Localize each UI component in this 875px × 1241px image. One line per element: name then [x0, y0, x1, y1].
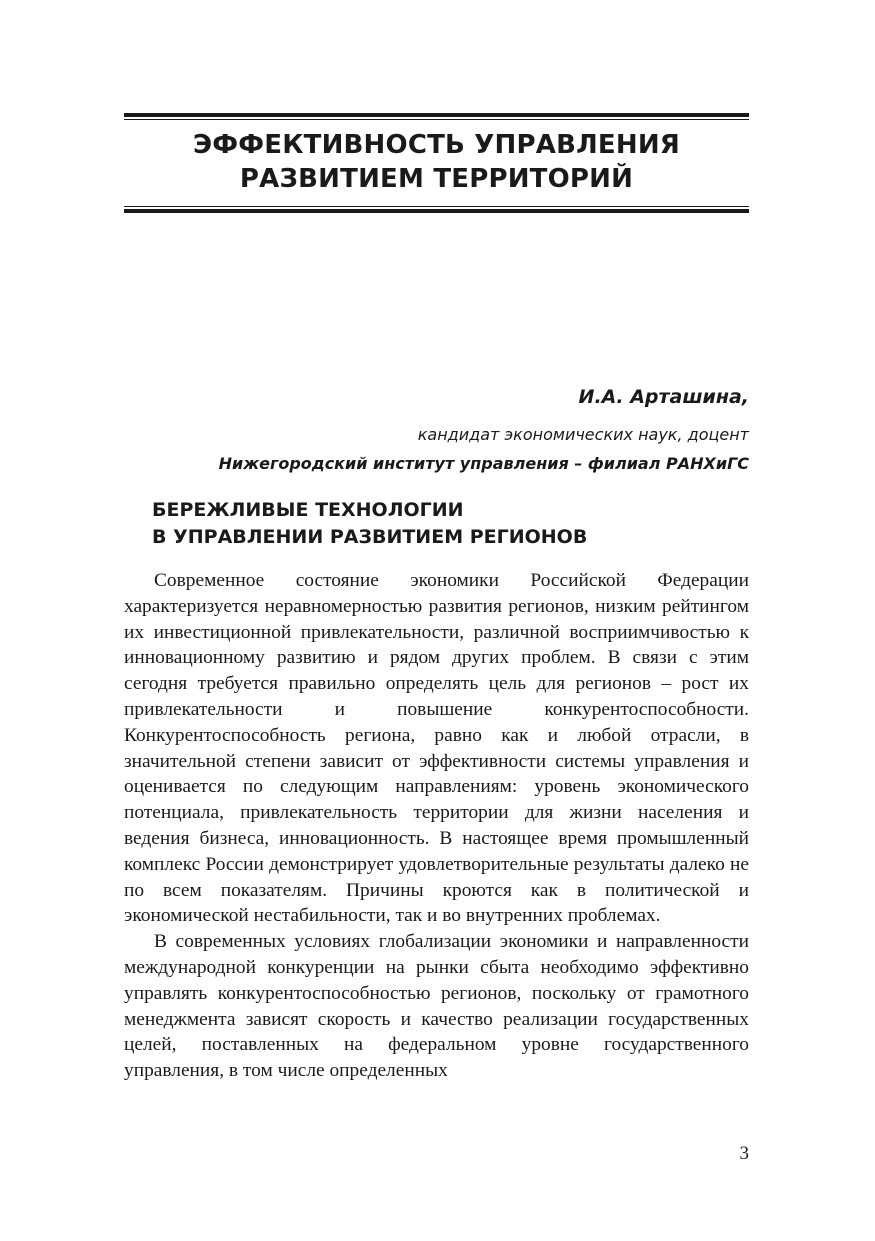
page-number: 3	[739, 1143, 749, 1164]
header-rule-top-thin	[124, 119, 749, 120]
header-rule-bottom-thin	[124, 206, 749, 207]
article-title	[152, 497, 587, 551]
body-paragraph: Современное состояние экономики Российской Федерации характеризуется неравномерностью развития регионов, низким рейтингом их инвестиционной привлекательности, различной восприимчивостью к инновационному развитию и рядом других проблем. В связи с этим сегодня требуется правильно определять цель для регионов – рост их привлекательности и повышение конкурентоспособности. Конкурентоспособность региона, равно как и любой отрасли, в значительной степени зависит от эффективности системы управления и оценивается по следующим направлениям: уровень экономического потенциала, привлекательность территории для жизни населения и ведения бизнеса, инновационность. В настоящее время промышленный комплекс России демонстрирует удовлетворительные результаты далеко не по всем показателям. Причины кроются как в политической и экономической нестабильности, так и во внутренних проблемах.	[124, 570, 749, 927]
header-rule-bottom-thick	[124, 209, 749, 213]
section-title-line-1: ЭФФЕКТИВНОСТЬ УПРАВЛЕНИЯ	[192, 130, 681, 160]
article-title-line-1: БЕРЕЖЛИВЫЕ ТЕХНОЛОГИИ	[152, 499, 464, 521]
article-title-line-2: В УПРАВЛЕНИИ РАЗВИТИЕМ РЕГИОНОВ	[152, 526, 588, 548]
section-title	[124, 128, 749, 196]
author-affiliation: Нижегородский институт управления – филиал РАНХиГС	[218, 454, 749, 473]
author-name: И.А. Арташина,	[578, 386, 749, 408]
section-title-line-2: РАЗВИТИЕМ ТЕРРИТОРИЙ	[239, 164, 634, 194]
body-paragraph: В современных условиях глобализации экономики и направленности международной конкуренции на рынки сбыта необходимо эффективно управлять конкурентоспособностью регионов, поскольку от грамотного менеджмента зависят скорость и качество реализации государственных целей, поставленных на федеральном уровне государственного управления, в том числе определенных	[124, 931, 749, 1082]
author-degree: кандидат экономических наук, доцент	[417, 425, 749, 444]
header-rule-top-thick	[124, 113, 749, 117]
article-body	[124, 568, 749, 1084]
